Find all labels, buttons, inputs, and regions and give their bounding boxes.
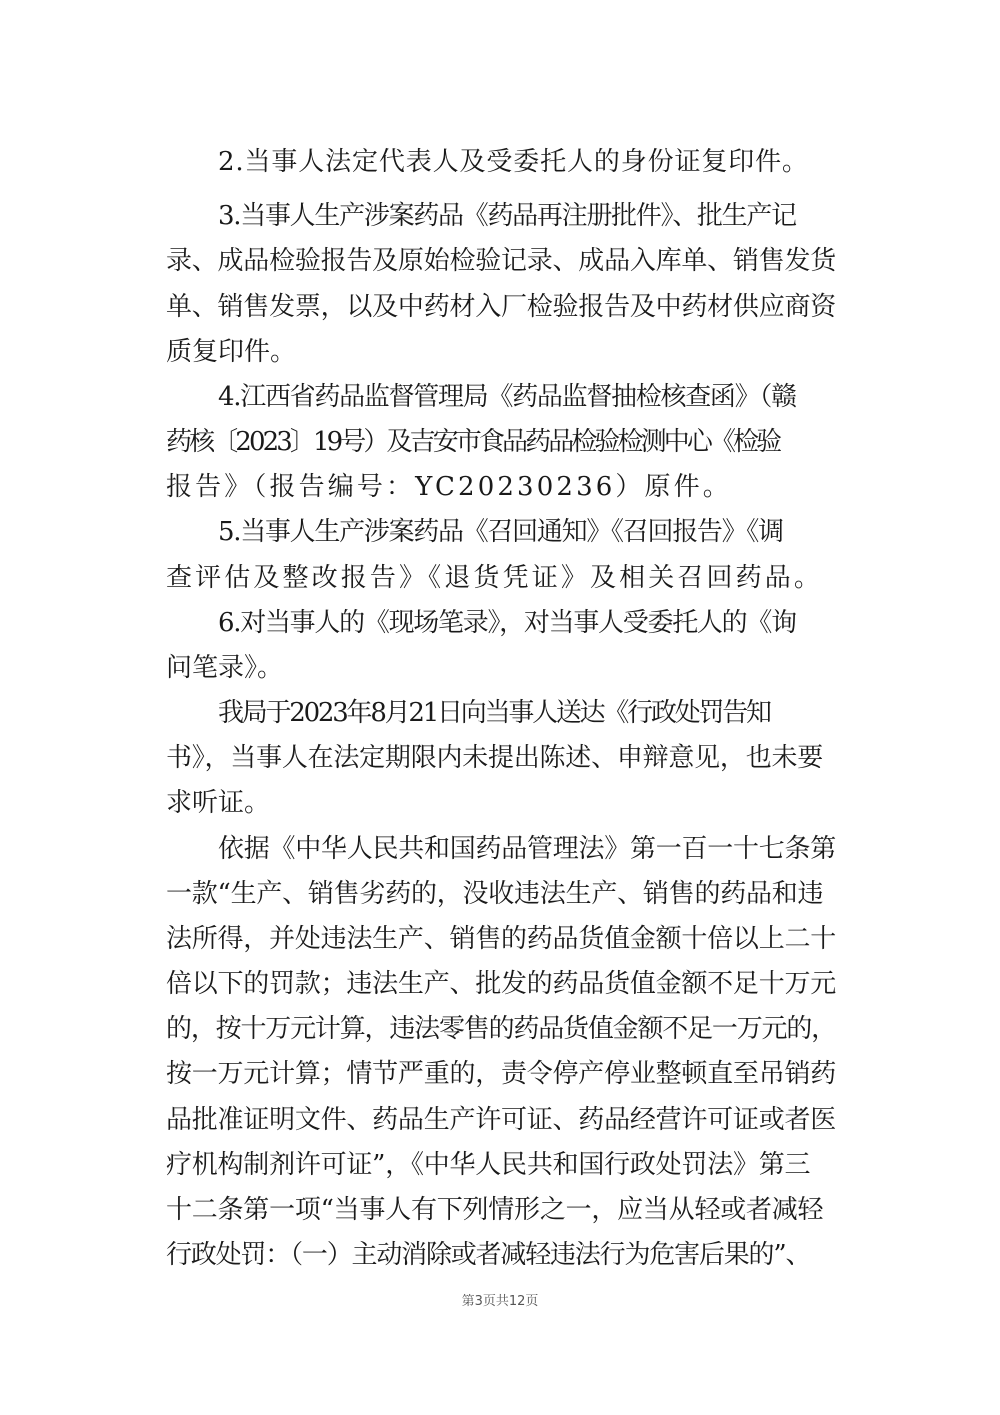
text-line: 6.对当事人的《现场笔录》，对当事人受委托人的《询 (218, 608, 796, 638)
text-line: 法所得，并处违法生产、销售的药品货值金额十倍以上二十 (166, 924, 837, 954)
text-line: 质复印件。 (166, 337, 297, 367)
text-line: 的，按十万元计算，违法零售的药品货值金额不足一万元的， (166, 1014, 837, 1044)
text-line: 一款“生产、销售劣药的，没收违法生产、销售的药品和违 (166, 879, 824, 909)
text-line: 录、成品检验报告及原始检验记录、成品入库单、销售发货 (166, 246, 837, 276)
text-line: 依据《中华人民共和国药品管理法》第一百一十七条第 (218, 834, 837, 864)
text-line: 报告》（报告编号：YC20230236）原件。 (166, 472, 732, 502)
text-line: 书》，当事人在法定期限内未提出陈述、申辩意见，也未要 (166, 743, 824, 773)
text-line: 疗机构制剂许可证”，《中华人民共和国行政处罚法》第三 (166, 1150, 811, 1180)
text-line: 单、销售发票，以及中药材入厂检验报告及中药材供应商资 (166, 292, 837, 322)
text-line: 查评估及整改报告》《退货凭证》及相关召回药品。 (166, 563, 824, 593)
text-line: 3.当事人生产涉案药品《药品再注册批件》、批生产记 (218, 201, 796, 231)
text-line: 十二条第一项“当事人有下列情形之一，应当从轻或者减轻 (166, 1195, 824, 1225)
text-line: 行政处罚：（一）主动消除或者减轻违法行为危害后果的”、 (166, 1240, 811, 1270)
text-line: 品批准证明文件、药品生产许可证、药品经营许可证或者医 (166, 1105, 837, 1135)
text-line: 药核〔2023〕19号）及吉安市食品药品检验检测中心《检验 (166, 427, 780, 457)
text-line: 我局于2023年8月21日向当事人送达《行政处罚告知 (218, 698, 770, 728)
text-line: 按一万元计算；情节严重的，责令停产停业整顿直至吊销药 (166, 1059, 837, 1089)
text-line: 5.当事人生产涉案药品《召回通知》《召回报告》《调 (218, 517, 783, 547)
text-line: 2.当事人法定代表人及受委托人的身份证复印件。 (218, 147, 809, 177)
text-line: 问笔录》。 (166, 653, 284, 683)
text-line: 求听证。 (166, 788, 271, 818)
text-line: 4.江西省药品监督管理局《药品监督抽检核查函》（赣 (218, 382, 796, 412)
page-number: 第3页共12页 (461, 1294, 539, 1309)
text-line: 倍以下的罚款；违法生产、批发的药品货值金额不足十万元 (166, 969, 837, 999)
